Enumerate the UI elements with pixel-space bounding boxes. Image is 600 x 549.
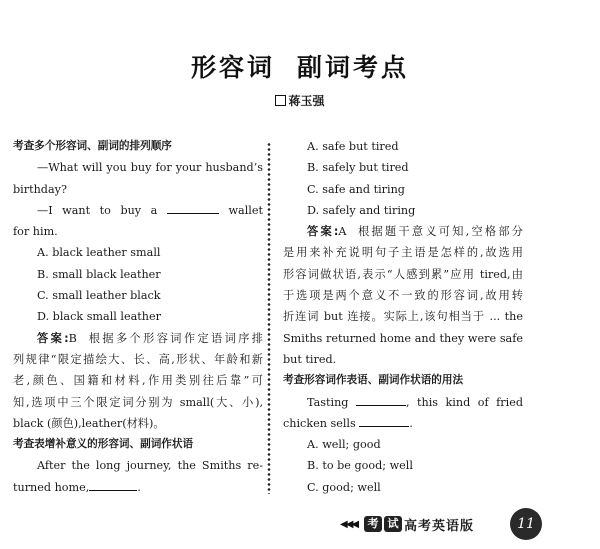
option-a: A. well; good: [307, 438, 381, 452]
section-heading-3: 考查形容词作表语、副词作状语的用法: [283, 374, 464, 387]
q1-stem-line-2: birthday?: [13, 182, 67, 196]
magazine-name: 高考英语版: [404, 519, 475, 534]
explanation-2-line-1: [283, 221, 523, 242]
explanation-1-line-1: [13, 328, 263, 349]
q1-answer-pre: —I want to buy a: [37, 203, 158, 217]
explanation-2-line-5: 折连词 but 连接。实际上,该句相当于 ... the: [283, 310, 523, 324]
explanation-1-line-4: 知,选项中三个限定词分别为 small(大、小),: [13, 395, 263, 409]
right-column: [283, 136, 523, 498]
answer-blank: [167, 201, 219, 214]
q2-stem-line-2: turned home, .: [13, 477, 263, 498]
triple-left-arrow-icon: ◀◀◀: [340, 519, 358, 530]
option-c: C. good; well: [307, 480, 381, 494]
badge-shi: 试: [384, 516, 402, 532]
option-c: C. safe and tiring: [307, 182, 405, 196]
explanation-1-line-3: 老,颜色、国籍和材料,作用类别往后靠”可: [13, 374, 263, 388]
title-part-1: 形容词: [190, 53, 275, 82]
left-column: [13, 136, 263, 498]
explanation-1-line-5: black (颜色),leather(材料)。: [13, 416, 165, 430]
section-heading-2: 考查表增补意义的形容词、副词作状语: [13, 438, 194, 451]
title-part-2: 副词考点: [297, 53, 410, 82]
explanation-2-line-2: 是用来补充说明句子主语是怎样的,故选用: [283, 246, 523, 260]
option-a: A. safe but tired: [307, 140, 399, 153]
option-b: B. to be good; well: [307, 459, 413, 473]
page-footer: [340, 510, 600, 538]
answer-blank: [356, 393, 406, 406]
q1-answer-line: [13, 200, 263, 221]
q1-answer-line-2: for him.: [13, 225, 58, 239]
explanation-text: 根据多个形容词作定语词序排: [88, 331, 263, 345]
answer-key: B: [68, 331, 77, 345]
explanation-2-line-7: but tired.: [283, 352, 337, 366]
answer-key: A: [338, 225, 347, 239]
q2-stem-line-1: After the long journey, the Smiths re-: [37, 459, 263, 473]
answer-blank: [89, 478, 137, 491]
option-d: D. black small leather: [37, 310, 161, 324]
section-heading-1: 考查多个形容词、副词的排列顺序: [13, 140, 172, 152]
answer-label: 答案:: [37, 331, 69, 345]
q3-stem-line-1: [283, 392, 523, 413]
column-divider: [266, 142, 272, 494]
badge-kao: 考: [364, 516, 382, 532]
author-name: 蒋玉强: [288, 94, 325, 108]
answer-blank: [359, 414, 409, 427]
answer-label: 答案:: [307, 225, 339, 239]
explanation-2-line-6: Smiths returned home and they were safe: [283, 331, 523, 345]
option-a: A. black leather small: [37, 246, 161, 260]
q1-stem-line-1: —What will you buy for your husband’s: [37, 161, 263, 175]
option-b: B. safely but tired: [307, 161, 409, 175]
option-d: D. safely and tiring: [307, 203, 416, 217]
option-b: B. small black leather: [37, 267, 161, 281]
author-line: [0, 92, 600, 109]
q1-answer-post: wallet: [228, 203, 264, 217]
explanation-2-line-4: 于选项是两个意义不一致的形容词,故用转: [283, 289, 523, 303]
author-box-icon: [275, 95, 286, 106]
explanation-2-line-3: 形容词做状语,表示“人感到累”应用 tired,由: [283, 267, 523, 281]
page-title: [0, 48, 600, 84]
q3-stem-text: chicken sells: [283, 416, 356, 430]
explanation-1-line-2: 列规律“限定描绘大、长、高,形状、年龄和新: [13, 352, 263, 366]
q2-stem-text: turned home,: [13, 480, 90, 494]
page-number: 11: [510, 508, 542, 540]
option-c: C. small leather black: [37, 289, 161, 303]
q3-stem-pre: Tasting: [307, 395, 349, 409]
explanation-text: 根据题干意义可知,空格部分: [358, 225, 523, 239]
q3-stem-post: , this kind of fried: [405, 395, 523, 409]
q3-stem-line-2: chicken sells .: [283, 413, 523, 434]
